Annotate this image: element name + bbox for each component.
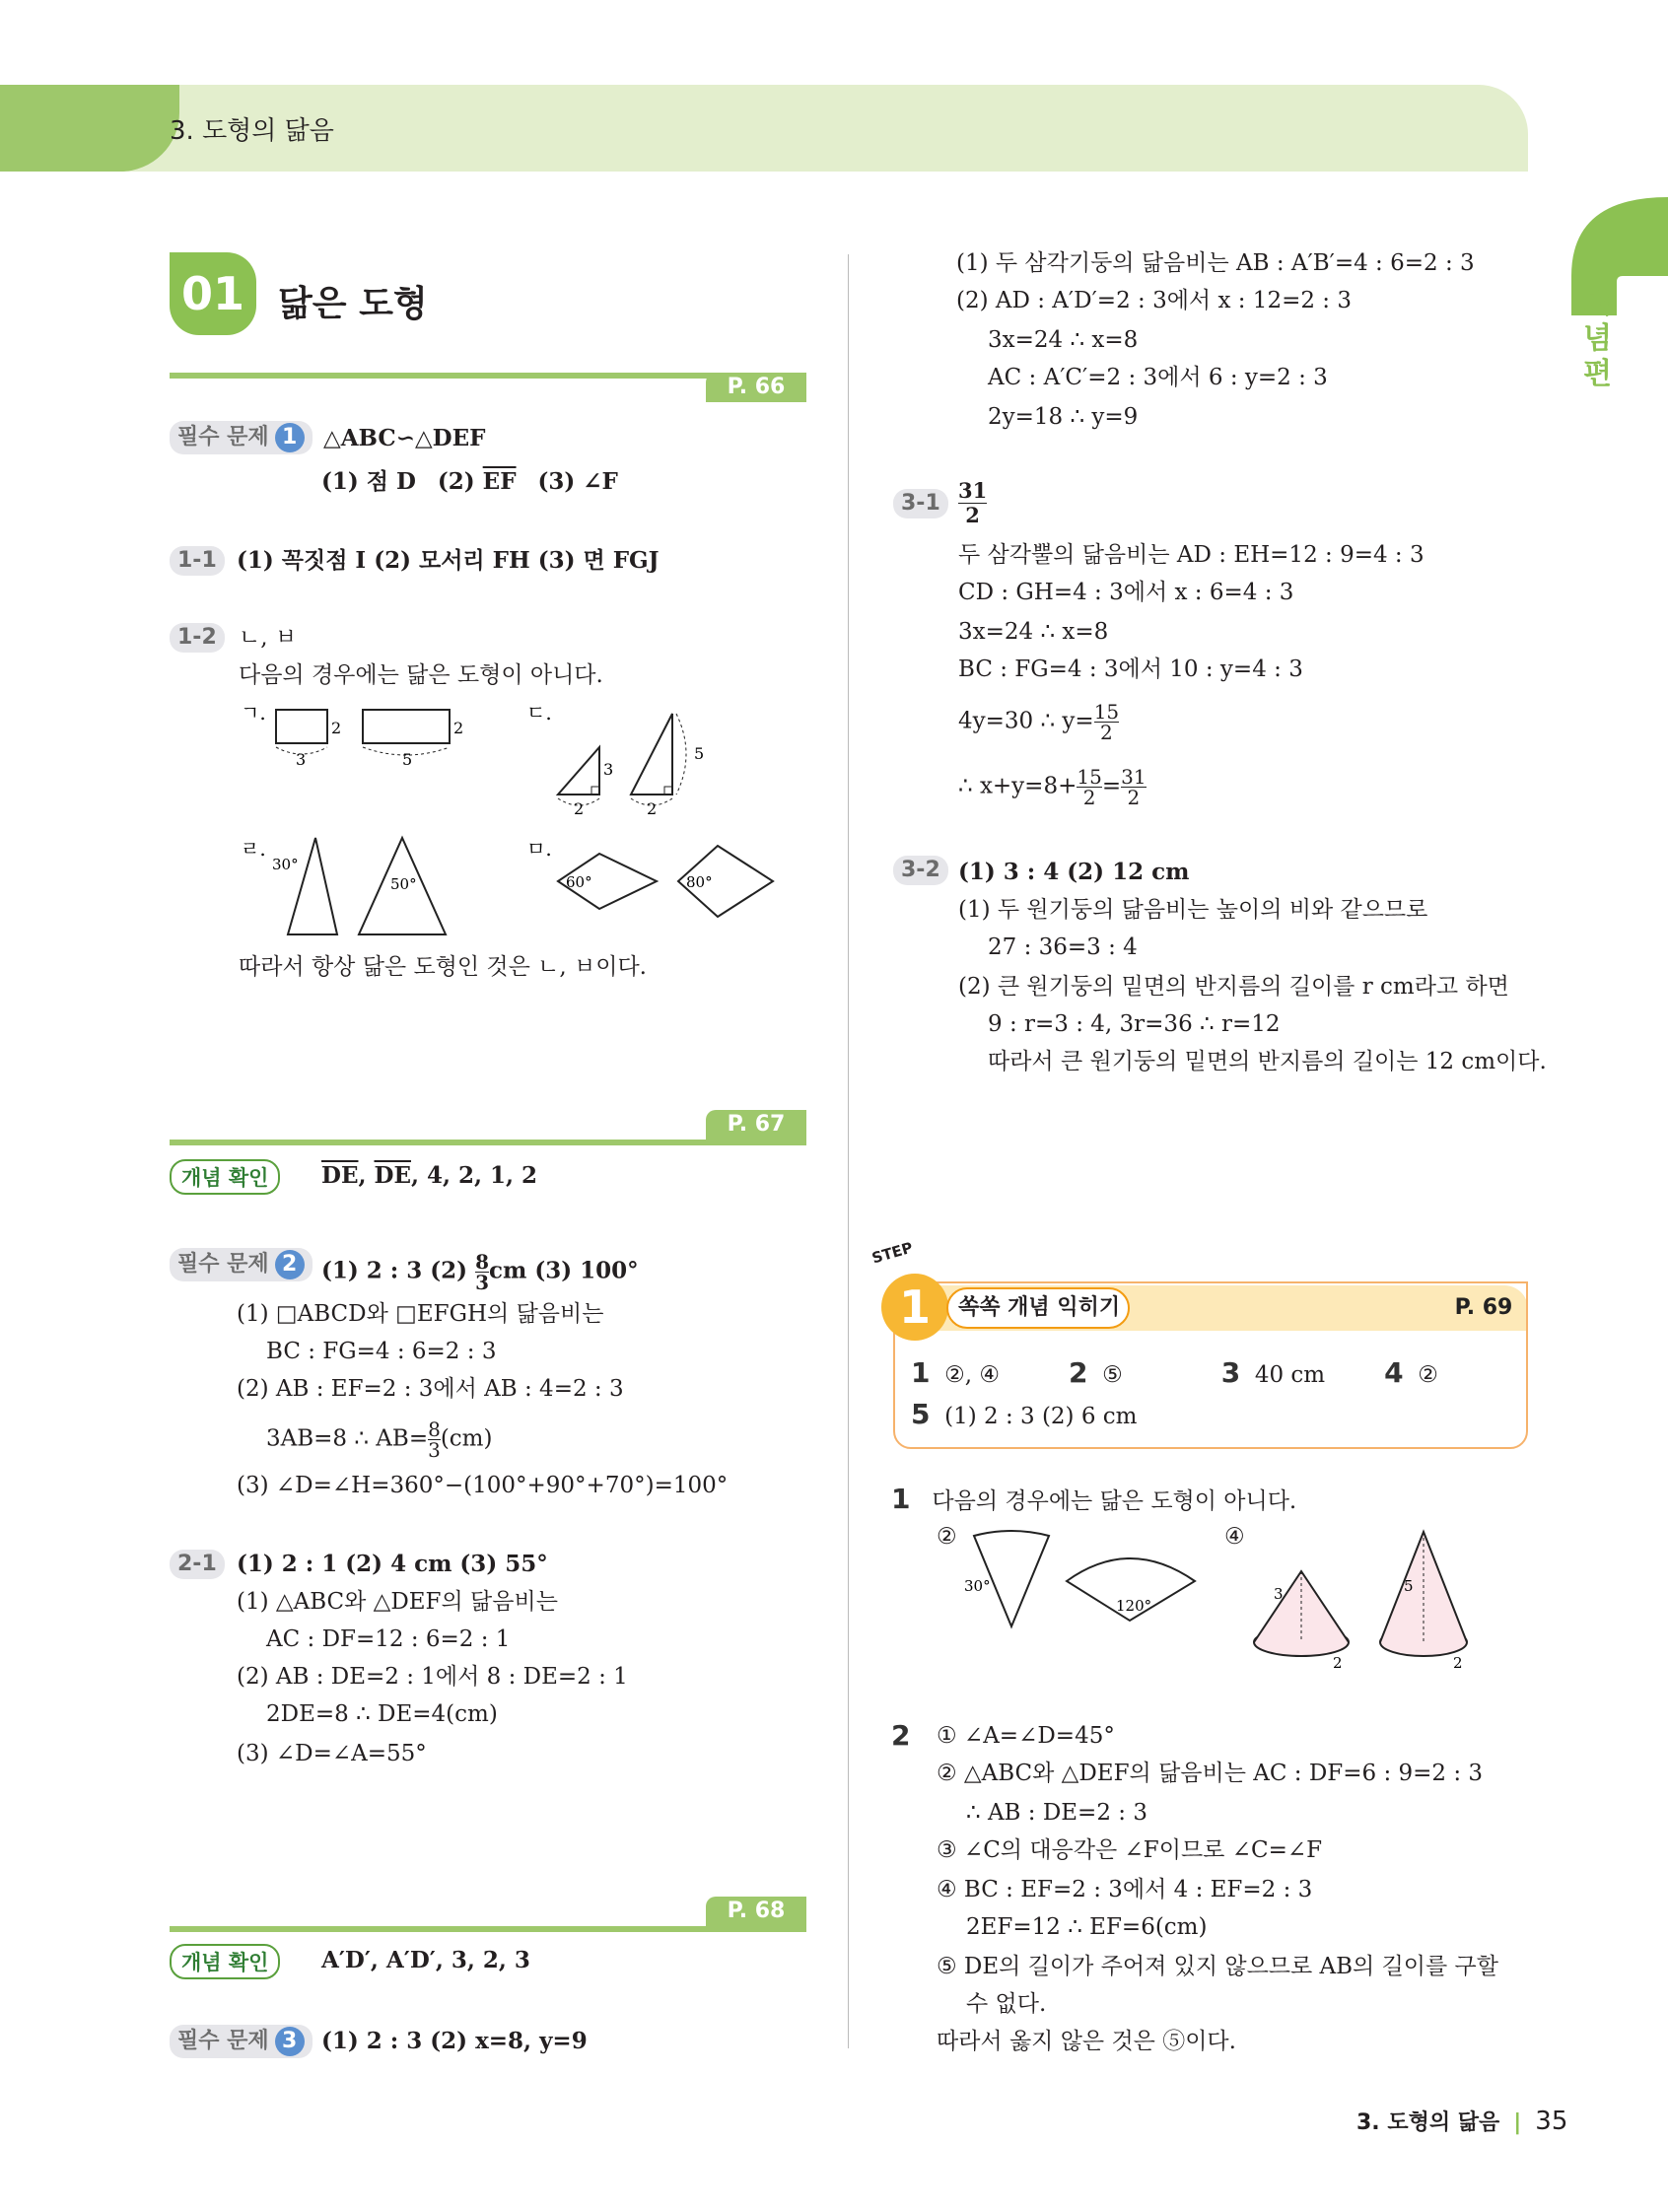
page-ref-67: P. 67 xyxy=(706,1110,806,1140)
q2-1-line4: 2DE=8 ∴ DE=4(cm) xyxy=(266,1701,498,1727)
q2-line2: BC : FG=4 : 6=2 : 3 xyxy=(266,1339,497,1364)
q3-2-line3: (2) 큰 원기둥의 밑면의 반지름의 길이를 r cm라고 하면 xyxy=(958,974,1509,1000)
svg-text:30°: 30° xyxy=(964,1577,991,1595)
svg-text:2: 2 xyxy=(647,799,658,818)
section-title: 닮은 도형 xyxy=(278,284,428,324)
exp1-label-a: ② xyxy=(937,1524,957,1550)
step-title: 쏙쏙 개념 익히기 xyxy=(946,1287,1130,1329)
fig-num: 2 xyxy=(331,719,342,737)
q2-line1: (1) □ABCD와 □EFGH의 닮음비는 xyxy=(237,1301,604,1327)
page-ref-69: P. 69 xyxy=(1454,1295,1513,1320)
svg-text:2: 2 xyxy=(1333,1654,1343,1672)
svg-text:5: 5 xyxy=(1404,1577,1414,1595)
q1-2-label: 1-2 xyxy=(170,623,225,653)
q2-1-line5: (3) ∠D=∠A=55° xyxy=(237,1741,427,1766)
chapter-title: 3. 도형의 닮음 xyxy=(170,116,334,146)
q3-1-line5: 4y=30 ∴ y= $\frac{15}{2}$ xyxy=(958,700,1120,744)
footer: 3. 도형의 닮음 | 35 xyxy=(1356,2107,1568,2136)
svg-text:ㅁ.: ㅁ. xyxy=(526,837,552,861)
svg-text:5: 5 xyxy=(694,744,705,763)
svg-text:80°: 80° xyxy=(686,873,713,891)
r-line3: 3x=24 ∴ x=8 xyxy=(988,327,1139,353)
q1-label: 필수 문제 1 xyxy=(170,421,313,454)
page-ref-68: P. 68 xyxy=(706,1897,806,1926)
svg-text:30°: 30° xyxy=(272,856,299,873)
svg-text:2: 2 xyxy=(453,719,464,737)
q3-1-label: 3-1 xyxy=(893,489,948,518)
q3-2-line1: (1) 두 원기둥의 닮음비는 높이의 비와 같으므로 xyxy=(958,897,1428,923)
svg-text:120°: 120° xyxy=(1116,1597,1152,1615)
q2-1-line2: AC : DF=12 : 6=2 : 1 xyxy=(266,1626,511,1652)
q1-2-explanation: 다음의 경우에는 닮은 도형이 아니다. xyxy=(239,662,603,688)
svg-text:2: 2 xyxy=(1453,1654,1463,1672)
svg-text:3: 3 xyxy=(296,750,307,769)
q2-line3: (2) AB : EF=2 : 3에서 AB : 4=2 : 3 xyxy=(237,1376,624,1402)
exp2-line3: ∴ AB : DE=2 : 3 xyxy=(966,1800,1147,1826)
page-ref-bar xyxy=(170,1926,806,1932)
svg-text:3: 3 xyxy=(1274,1585,1284,1603)
concept-check-answer-2: A′D′, A′D′, 3, 2, 3 xyxy=(321,1947,530,1973)
q2-line5: (3) ∠D=∠H=360°−(100°+90°+70°)=100° xyxy=(237,1473,729,1498)
svg-text:3: 3 xyxy=(603,760,614,779)
q3-label: 필수 문제 3 xyxy=(170,2025,313,2058)
q3-1-answer: 31 2 xyxy=(958,478,988,527)
svg-text:2: 2 xyxy=(574,799,585,818)
exp2-conclusion: 따라서 옳지 않은 것은 ⑤이다. xyxy=(937,2029,1236,2054)
q1-2-figures xyxy=(233,700,795,986)
q2-1-line3: (2) AB : DE=2 : 1에서 8 : DE=2 : 1 xyxy=(237,1664,628,1690)
concept-check-answer: $\overline{DE}$, $\overline{DE}$, 4, 2, 1, 2 xyxy=(321,1162,538,1189)
q3-answer: (1) 2 : 3 (2) x=8, y=9 xyxy=(321,2028,588,2054)
exp2-line6: 2EF=12 ∴ EF=6(cm) xyxy=(966,1914,1208,1940)
q1-1-answer: (1) 꼭짓점 I (2) 모서리 FH (3) 면 FGJ xyxy=(237,547,660,574)
r-line2: (2) AD : A′D′=2 : 3에서 x : 12=2 : 3 xyxy=(956,288,1352,313)
q3-1-line1: 두 삼각뿔의 닮음비는 AD : EH=12 : 9=4 : 3 xyxy=(958,542,1425,568)
step-answers-row2: 5 (1) 2 : 3 (2) 6 cm xyxy=(911,1398,1138,1430)
side-tab-label: 개념편 xyxy=(1583,286,1612,391)
q3-2-answer: (1) 3 : 4 (2) 12 cm xyxy=(958,859,1190,885)
q3-2-line2: 27 : 36=3 : 4 xyxy=(988,934,1138,960)
step-answers-row1: 1 ②, ④ 2 ⑤ 3 40 cm 4 ② xyxy=(911,1356,1438,1389)
exp2-line2: ② △ABC와 △DEF의 닮음비는 AC : DF=6 : 9=2 : 3 xyxy=(937,1761,1484,1786)
concept-check-label-2: 개념 확인 xyxy=(170,1944,280,1979)
svg-text:5: 5 xyxy=(402,750,413,769)
column-divider xyxy=(848,254,849,2048)
q2-line4: 3AB=8 ∴ AB= $\frac{8}{3}$ (cm) xyxy=(266,1417,493,1462)
exp2-line1: ① ∠A=∠D=45° xyxy=(937,1723,1115,1749)
q3-1-line2: CD : GH=4 : 3에서 x : 6=4 : 3 xyxy=(958,580,1294,605)
exp1-figures xyxy=(946,1518,1518,1686)
r-line1: (1) 두 삼각기둥의 닮음비는 AB : A′B′=4 : 6=2 : 3 xyxy=(956,250,1475,276)
svg-text:ㄷ.: ㄷ. xyxy=(526,701,552,725)
q2-answer: (1) 2 : 3 (2) $\frac{8}{3}$ cm (3) 100° xyxy=(321,1250,639,1294)
exp2-line7: ⑤ DE의 길이가 주어져 있지 않으므로 AB의 길이를 구할 xyxy=(937,1954,1498,1979)
page-ref-bar xyxy=(170,1140,806,1145)
r-line5: 2y=18 ∴ y=9 xyxy=(988,404,1139,430)
svg-text:60°: 60° xyxy=(566,873,592,891)
r-line4: AC : A′C′=2 : 3에서 6 : y=2 : 3 xyxy=(988,365,1328,390)
q2-label: 필수 문제 2 xyxy=(170,1248,313,1281)
exp2-line4: ③ ∠C의 대응각은 ∠F이므로 ∠C=∠F xyxy=(937,1837,1323,1863)
q2-1-label: 2-1 xyxy=(170,1550,225,1579)
exp2-line5: ④ BC : EF=2 : 3에서 4 : EF=2 : 3 xyxy=(937,1877,1313,1902)
chapter-header-tab xyxy=(0,85,179,172)
q3-1-line3: 3x=24 ∴ x=8 xyxy=(958,619,1109,645)
page-ref-66: P. 66 xyxy=(706,373,806,402)
section-number: 01 xyxy=(170,252,256,335)
exp2-num: 2 xyxy=(891,1719,911,1752)
step-label: STEP xyxy=(869,1238,915,1268)
q1-1-label: 1-1 xyxy=(170,546,225,576)
q2-1-answer: (1) 2 : 1 (2) 4 cm (3) 55° xyxy=(237,1551,548,1577)
q1-2-answer: ㄴ, ㅂ xyxy=(239,625,298,651)
q3-2-label: 3-2 xyxy=(893,856,948,885)
q2-1-line1: (1) △ABC와 △DEF의 닮음비는 xyxy=(237,1589,558,1615)
fig-label-g: ㄱ. xyxy=(241,701,266,725)
q1-2-conclusion: 따라서 항상 닮은 도형인 것은 ㄴ, ㅂ이다. xyxy=(239,954,647,980)
step-number: 1 xyxy=(881,1274,948,1341)
exp2-line8: 수 없다. xyxy=(966,1991,1047,2017)
q3-1-line4: BC : FG=4 : 3에서 10 : y=4 : 3 xyxy=(958,657,1303,682)
q1-answer: △ABC∽△DEF xyxy=(323,425,486,451)
q3-2-line4: 9 : r=3 : 4, 3r=36 ∴ r=12 xyxy=(988,1011,1281,1037)
exp1: 1 다음의 경우에는 닮은 도형이 아니다. xyxy=(891,1483,1297,1515)
exp1-label-b: ④ xyxy=(1224,1524,1245,1550)
concept-check-label: 개념 확인 xyxy=(170,1159,280,1195)
q3-2-line5: 따라서 큰 원기둥의 밑면의 반지름의 길이는 12 cm이다. xyxy=(988,1049,1547,1074)
svg-text:ㄹ.: ㄹ. xyxy=(241,837,266,861)
svg-text:50°: 50° xyxy=(390,875,417,893)
q3-1-line6: ∴ x+y=8+ $\frac{15}{2}$ = $\frac{31}{2}$ xyxy=(958,765,1147,809)
q1-subanswers: (1) 점 D (2) $\overline{EF}$ (3) ∠F xyxy=(321,468,618,495)
